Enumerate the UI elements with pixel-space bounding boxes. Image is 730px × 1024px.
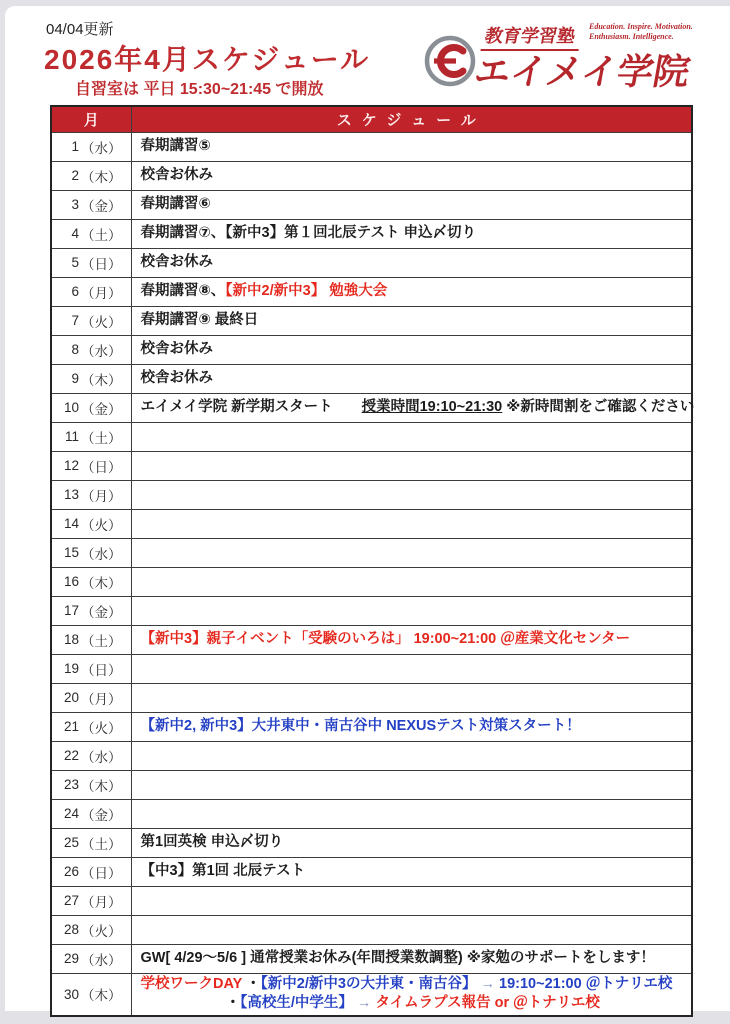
day-number: 26 — [63, 864, 79, 879]
page-title: 2026年4月スケジュール — [44, 44, 371, 75]
weekday-label: （木） — [81, 169, 122, 185]
schedule-cell — [131, 248, 692, 277]
day-number: 24 — [63, 806, 79, 821]
day-cell — [51, 393, 131, 422]
day-cell — [51, 422, 131, 451]
schedule-line — [141, 253, 686, 273]
day-cell — [51, 567, 131, 596]
table-row — [51, 335, 692, 364]
weekday-label: （土） — [81, 633, 122, 649]
weekday-label: （水） — [81, 546, 122, 562]
day-number: 3 — [71, 197, 79, 212]
weekday-label: （火） — [81, 517, 122, 533]
schedule-line — [141, 224, 686, 244]
day-number: 7 — [71, 313, 79, 328]
day-number: 21 — [63, 719, 79, 734]
table-row — [51, 654, 692, 683]
day-number: 9 — [71, 371, 79, 386]
table-row — [51, 683, 692, 712]
day-number: 8 — [71, 342, 79, 357]
schedule-cell — [131, 567, 692, 596]
day-cell — [51, 219, 131, 248]
day-number: 11 — [64, 429, 79, 444]
day-number: 5 — [71, 255, 79, 270]
day-cell — [51, 509, 131, 538]
day-number: 17 — [63, 603, 79, 618]
table-row — [51, 886, 692, 915]
day-cell — [51, 741, 131, 770]
schedule-cell — [131, 538, 692, 567]
day-cell — [51, 683, 131, 712]
table-row — [51, 364, 692, 393]
weekday-label: （木） — [81, 372, 122, 388]
schedule-cell — [131, 393, 695, 422]
weekday-label: （月） — [81, 285, 122, 301]
schedule-text-segment: 【高校生/中学生】 — [240, 995, 353, 1012]
schedule-line — [141, 195, 686, 215]
weekday-label: （金） — [81, 604, 122, 620]
schedule-line — [141, 862, 686, 882]
schedule-cell — [131, 683, 692, 712]
day-number: 10 — [63, 400, 79, 415]
day-cell — [51, 857, 131, 886]
weekday-label: （水） — [81, 343, 122, 359]
schedule-cell — [131, 654, 692, 683]
table-row — [51, 393, 692, 422]
schedule-cell — [131, 364, 692, 393]
schedule-line — [141, 833, 686, 853]
table-row — [51, 625, 692, 654]
schedule-text-segment: → — [352, 995, 376, 1012]
table-row — [51, 596, 692, 625]
schedule-cell — [131, 306, 692, 335]
table-row — [51, 190, 692, 219]
day-cell — [51, 828, 131, 857]
day-number: 25 — [63, 835, 79, 850]
weekday-label: （木） — [81, 988, 122, 1004]
schedule-text-segment: エイメイ学院 新学期スタート — [140, 398, 362, 415]
schedule-cell — [131, 886, 692, 915]
table-row — [51, 248, 692, 277]
schedule-table — [50, 105, 693, 1017]
schedule-text-segment: 授業時間19:10~21:30 — [361, 398, 503, 415]
schedule-line — [141, 630, 686, 650]
schedule-cell — [131, 799, 692, 828]
table-row — [51, 538, 692, 567]
schedule-cell — [131, 857, 692, 886]
schedule-cell — [131, 596, 692, 625]
table-row — [51, 567, 692, 596]
schedule-text-segment: 春期講習⑥ — [140, 195, 211, 212]
schedule-text-segment: 春期講習⑧、 — [140, 282, 226, 299]
day-number: 15 — [63, 545, 79, 560]
schedule-cell — [131, 944, 692, 973]
weekday-label: （水） — [81, 952, 122, 968]
logo-tagline — [589, 22, 693, 42]
schedule-text-segment: → — [476, 975, 500, 992]
schedule-cell — [131, 132, 692, 161]
day-cell — [51, 886, 131, 915]
day-number: 2 — [71, 168, 79, 183]
column-header-schedule: スケジュール — [131, 106, 692, 132]
day-cell — [51, 596, 131, 625]
day-number: 16 — [63, 574, 79, 589]
table-row — [51, 480, 692, 509]
schedule-text-segment: ※新時間割をご確認ください — [502, 398, 695, 415]
school-name: エイメイ学院 — [471, 51, 694, 92]
table-row — [51, 828, 692, 857]
schedule-line — [141, 994, 686, 1014]
day-cell — [51, 132, 131, 161]
schedule-text-segment: 【新中3】親子イベント「受験のいろは」 19:00~21:00 ＠産業文化センター — [140, 630, 631, 647]
weekday-label: （火） — [81, 314, 122, 330]
day-cell — [51, 480, 131, 509]
schedule-line — [141, 369, 686, 389]
weekday-label: （金） — [81, 807, 122, 823]
table-row — [51, 509, 692, 538]
day-number: 22 — [63, 748, 79, 763]
schedule-cell — [131, 509, 692, 538]
weekday-label: （月） — [81, 691, 122, 707]
tagline-line-1: Education. Inspire. Motivation. — [589, 22, 693, 31]
day-number: 20 — [63, 690, 79, 705]
table-row — [51, 277, 692, 306]
schedule-cell — [131, 741, 692, 770]
schedule-text-segment: GW[ 4/29〜5/6 ] 通常授業お休み(年間授業数調整) ※家勉のサポートをします！ — [140, 949, 655, 966]
day-cell — [51, 770, 131, 799]
table-row — [51, 161, 692, 190]
schedule-cell — [131, 973, 692, 1016]
schedule-text-segment: 校舎お休み — [140, 166, 213, 183]
day-cell — [51, 799, 131, 828]
day-cell — [51, 451, 131, 480]
weekday-label: （水） — [81, 749, 122, 765]
table-row — [51, 915, 692, 944]
day-number: 19 — [63, 661, 79, 676]
schedule-text-segment: ・ — [242, 975, 261, 992]
table-row — [51, 799, 692, 828]
schedule-text-segment: 春期講習⑨ 最終日 — [140, 311, 259, 328]
table-row — [51, 973, 692, 1016]
schedule-line — [141, 717, 686, 737]
weekday-label: （日） — [81, 662, 122, 678]
day-cell — [51, 335, 131, 364]
weekday-label: （日） — [81, 865, 122, 881]
schedule-cell — [131, 770, 692, 799]
circle-e-logo-icon — [423, 34, 477, 93]
day-number: 12 — [63, 458, 79, 473]
table-row — [51, 857, 692, 886]
day-number: 27 — [63, 893, 79, 908]
schedule-text-segment: 19:10~21:00 ＠トナリエ校 — [499, 975, 673, 992]
table-row — [51, 451, 692, 480]
schedule-text-segment: 校舎お休み — [140, 340, 213, 357]
school-logo — [423, 22, 718, 94]
weekday-label: （水） — [81, 140, 122, 156]
day-number: 1 — [71, 139, 79, 154]
table-row — [51, 306, 692, 335]
table-row — [51, 944, 692, 973]
school-type-label: 教育学習塾 — [480, 22, 583, 51]
day-number: 6 — [71, 284, 79, 299]
day-cell — [51, 654, 131, 683]
schedule-line — [141, 311, 686, 331]
day-cell — [51, 364, 131, 393]
schedule-text-segment: 校舎お休み — [140, 253, 213, 270]
weekday-label: （日） — [81, 459, 122, 475]
day-cell — [51, 538, 131, 567]
day-number: 4 — [71, 226, 79, 241]
day-number: 30 — [63, 986, 79, 1002]
day-cell — [51, 944, 131, 973]
day-cell — [51, 161, 131, 190]
schedule-cell — [131, 277, 692, 306]
schedule-cell — [131, 625, 692, 654]
schedule-table-body — [51, 132, 695, 1016]
schedule-text-segment: 学校ワークDAY — [140, 975, 243, 992]
updated-date: 04/04更新 — [46, 21, 114, 38]
schedule-cell — [131, 712, 692, 741]
schedule-text-segment: ・ — [225, 995, 241, 1012]
weekday-label: （火） — [81, 720, 122, 736]
table-row — [51, 712, 692, 741]
day-cell — [51, 306, 131, 335]
weekday-label: （月） — [81, 488, 122, 504]
day-number: 18 — [63, 632, 79, 647]
day-cell — [51, 190, 131, 219]
weekday-label: （金） — [81, 198, 122, 214]
schedule-line — [141, 137, 686, 157]
schedule-text-segment: 【新中2/新中3の大井東・南古谷】 — [260, 975, 477, 992]
schedule-text-segment: 【中3】第1回 北辰テスト — [140, 862, 306, 879]
table-row — [51, 422, 692, 451]
schedule-line — [140, 398, 695, 418]
schedule-text-segment: 校舎お休み — [140, 369, 213, 386]
weekday-label: （月） — [81, 894, 122, 910]
table-row — [51, 219, 692, 248]
schedule-cell — [131, 828, 692, 857]
schedule-text-segment: タイムラプス報告 or ＠トナリエ校 — [375, 995, 600, 1012]
day-number: 14 — [63, 516, 79, 531]
day-cell — [51, 248, 131, 277]
flyer-page — [5, 6, 730, 1011]
weekday-label: （木） — [81, 575, 122, 591]
day-number: 23 — [63, 777, 79, 792]
day-number: 13 — [63, 487, 79, 502]
schedule-line — [141, 949, 686, 969]
schedule-text-segment: 春期講習⑦、【新中3】第１回北辰テスト 申込〆切り — [140, 224, 477, 241]
table-header-row — [51, 106, 692, 132]
day-cell — [51, 712, 131, 741]
schedule-text-segment: 第1回英検 申込〆切り — [140, 833, 284, 850]
schedule-line — [141, 340, 686, 360]
day-cell — [51, 915, 131, 944]
weekday-label: （土） — [81, 227, 122, 243]
schedule-text-segment: 【新中2, 新中3】大井東中・南古谷中 NEXUSテスト対策スタート！ — [140, 717, 581, 734]
schedule-cell — [131, 190, 692, 219]
schedule-cell — [131, 422, 692, 451]
column-header-day: 月 — [51, 106, 131, 132]
day-number: 28 — [63, 922, 79, 937]
day-cell — [51, 625, 131, 654]
schedule-cell — [131, 335, 692, 364]
schedule-cell — [131, 451, 692, 480]
study-room-note: 自習室は 平日 15:30~21:45 で開放 — [75, 81, 324, 98]
tagline-line-2: Enthusiasm. Intelligence. — [589, 32, 674, 41]
schedule-cell — [131, 480, 692, 509]
schedule-cell — [131, 161, 692, 190]
day-cell — [51, 973, 131, 1016]
schedule-line — [141, 282, 686, 302]
day-cell — [51, 277, 131, 306]
table-row — [51, 741, 692, 770]
table-row — [51, 132, 692, 161]
weekday-label: （日） — [81, 256, 122, 272]
table-row — [51, 770, 692, 799]
day-number: 29 — [63, 951, 79, 966]
schedule-line — [141, 166, 686, 186]
weekday-label: （火） — [81, 923, 122, 939]
weekday-label: （木） — [81, 778, 122, 794]
weekday-label: （土） — [81, 430, 122, 446]
schedule-text-segment: 【新中2/新中3】 勉強大会 — [225, 282, 388, 299]
weekday-label: （土） — [81, 836, 122, 852]
schedule-cell — [131, 915, 692, 944]
weekday-label: （金） — [81, 401, 122, 417]
schedule-text-segment: 春期講習⑤ — [140, 137, 211, 154]
schedule-cell — [131, 219, 692, 248]
schedule-line — [141, 975, 686, 995]
